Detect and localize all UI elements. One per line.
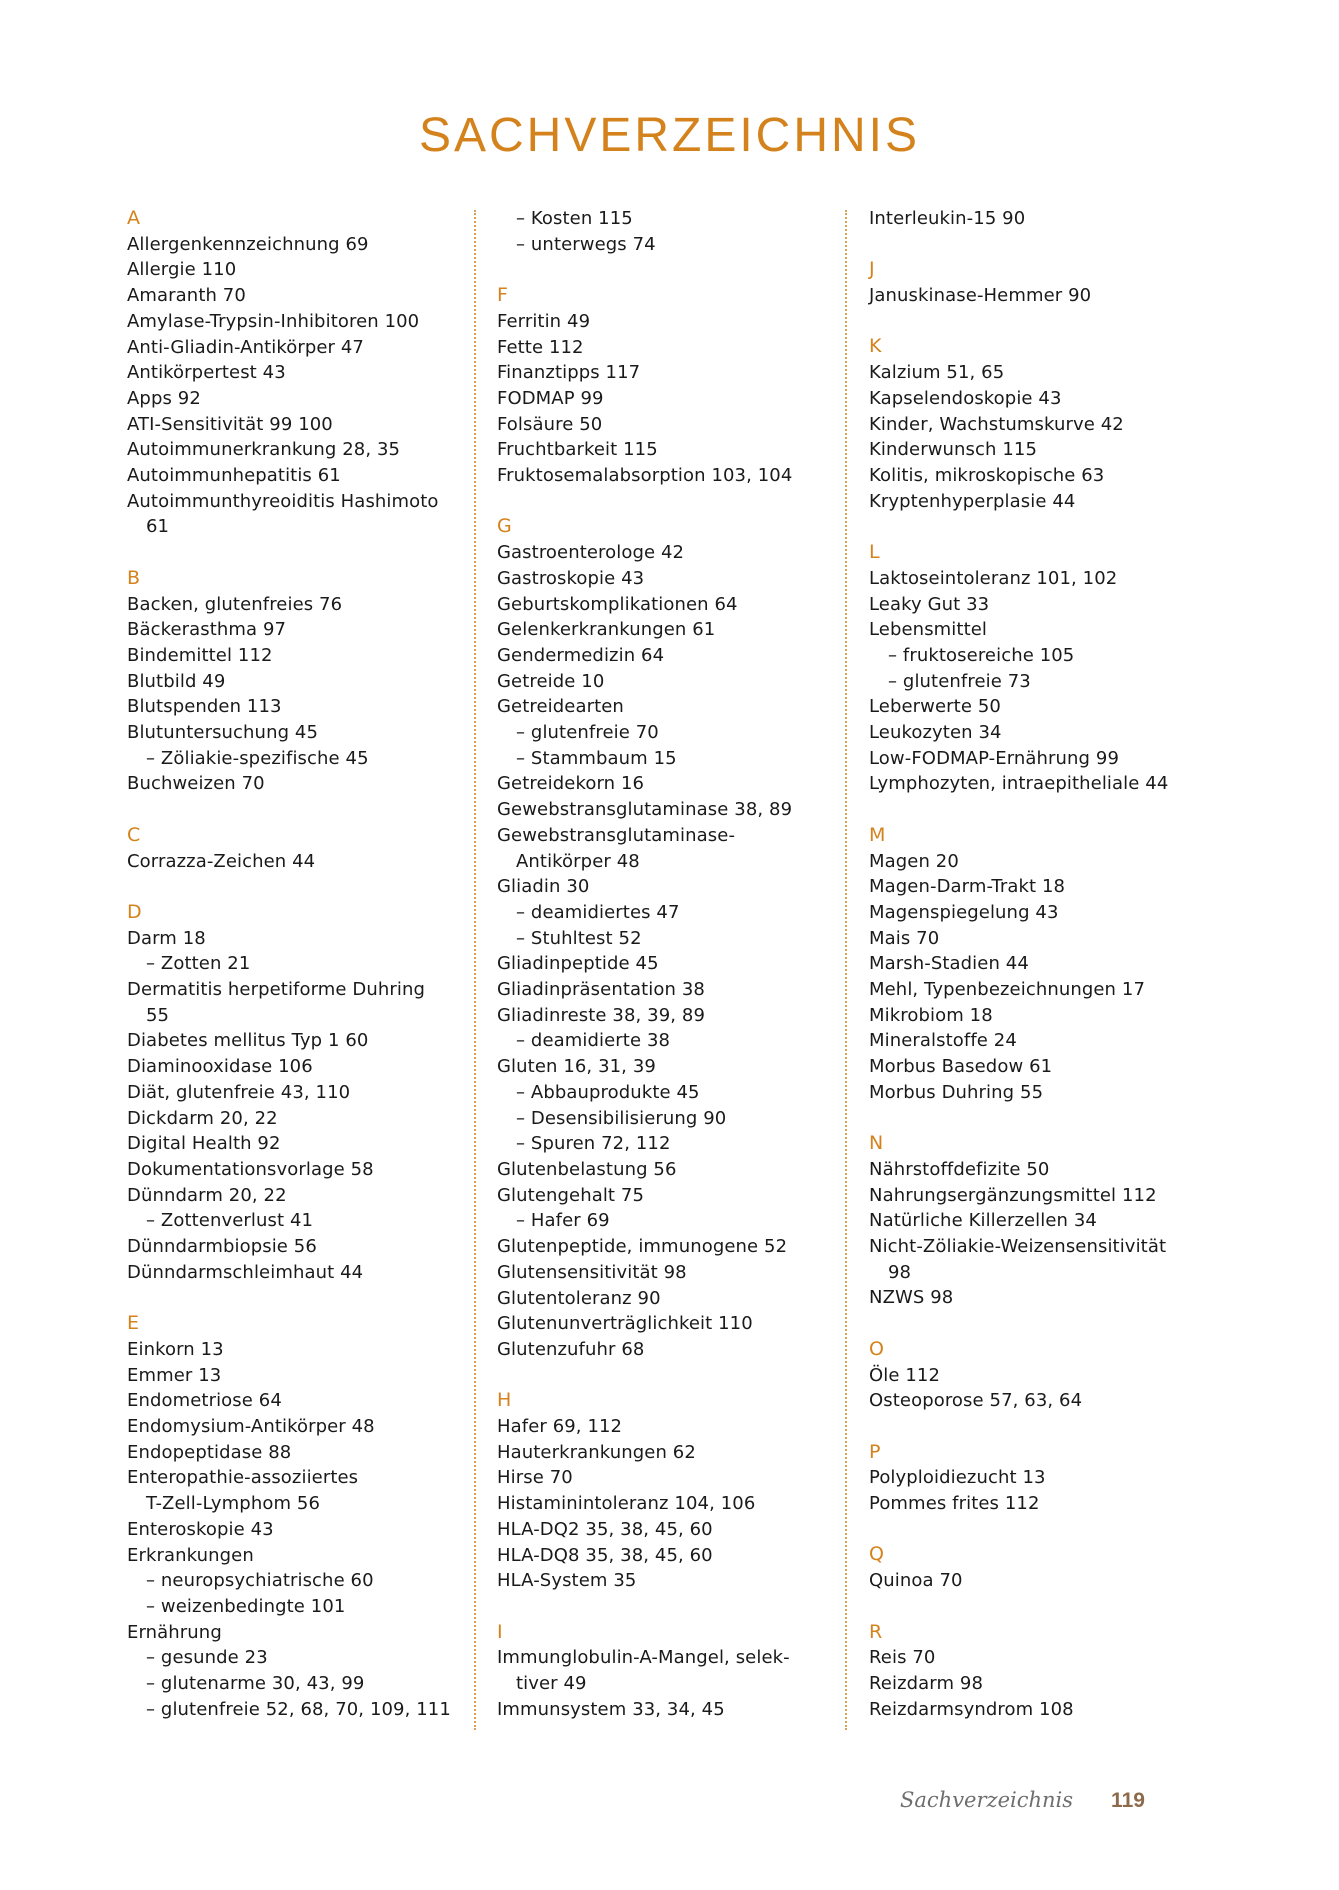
index-subentry: – glutenfreie 73 (888, 670, 1031, 692)
index-subentry: – weizenbedingte 101 (146, 1595, 346, 1617)
index-entry: Dünndarm 20, 22 (127, 1184, 287, 1206)
section-letter: A (127, 207, 140, 229)
section-letter: C (127, 823, 141, 846)
index-entry: Low-FODMAP-Ernährung 99 (869, 747, 1119, 769)
index-subentry: – Zottenverlust 41 (146, 1210, 314, 1232)
index-entry: Fruktosemalabsorption 103, 104 (497, 465, 793, 487)
index-entry: Dickdarm 20, 22 (127, 1107, 278, 1129)
index-entry: Dünndarmschleimhaut 44 (127, 1261, 364, 1283)
page-title: SACHVERZEICHNIS (418, 109, 921, 162)
index-entry: Glutengehalt 75 (497, 1184, 645, 1206)
section-letter: D (127, 900, 142, 923)
index-entry: Dokumentationsvorlage 58 (127, 1158, 374, 1180)
section-letter: M (869, 823, 886, 846)
section-letter: J (869, 258, 875, 281)
index-entry: Reizdarmsyndrom 108 (869, 1698, 1074, 1720)
index-entry: Fette 112 (497, 336, 584, 358)
index-entry: Digital Health 92 (127, 1133, 281, 1155)
index-entry: Kapselendoskopie 43 (869, 387, 1062, 409)
index-entry: Polyploidiezucht 13 (869, 1467, 1046, 1489)
index-entry: Januskinase-Hemmer 90 (869, 285, 1092, 307)
index-entry: Kolitis, mikroskopische 63 (869, 465, 1105, 486)
section-gap (497, 489, 842, 515)
index-subentry: – fruktosereiche 105 (888, 644, 1075, 666)
index-entry: Getreidearten (497, 696, 624, 718)
index-entry: Glutenpeptide, immunogene 52 (497, 1236, 788, 1258)
section-gap (869, 232, 1209, 258)
index-subentry: – Hafer 69 (516, 1210, 610, 1232)
index-entry-continuation: 98 (888, 1261, 912, 1283)
index-entry: Laktoseintoleranz 101, 102 (869, 567, 1118, 589)
section-gap (497, 1594, 842, 1620)
index-entry: Darm 18 (127, 927, 206, 949)
index-entry: Kalzium 51, 65 (869, 362, 1005, 384)
index-entry: Apps 92 (127, 387, 201, 409)
index-entry: Diät, glutenfreie 43, 110 (127, 1081, 351, 1103)
index-entry: Leberwerte 50 (869, 696, 1001, 718)
section-letter: F (497, 284, 508, 307)
index-entry: Endometriose 64 (127, 1390, 282, 1412)
index-entry: Kinder, Wachstumskurve 42 (869, 413, 1124, 435)
index-entry: Buchweizen 70 (127, 773, 265, 795)
index-entry: Enteropathie-assoziiertes (127, 1467, 359, 1489)
index-entry: Blutbild 49 (127, 670, 226, 692)
index-entry: Ernährung (127, 1621, 222, 1643)
section-gap (869, 797, 1209, 823)
index-entry: Diaminooxidase 106 (127, 1056, 313, 1078)
index-entry: Gewebstransglutaminase- (497, 824, 736, 846)
index-entry: Gliadin 30 (497, 876, 590, 898)
index-subentry: – Abbauprodukte 45 (516, 1081, 700, 1103)
index-entry: Gendermedizin 64 (497, 644, 665, 666)
index-entry: Mikrobiom 18 (869, 1004, 993, 1026)
index-entry: Gastroenterologe 42 (497, 542, 685, 564)
index-entry: Emmer 13 (127, 1364, 222, 1386)
index-entry: Einkorn 13 (127, 1338, 224, 1360)
column-divider (845, 210, 847, 1730)
index-entry: Quinoa 70 (869, 1570, 963, 1592)
index-entry: Gastroskopie 43 (497, 567, 645, 589)
index-entry: Erkrankungen (127, 1544, 254, 1566)
index-entry: Blutspenden 113 (127, 696, 282, 718)
index-entry: Folsäure 50 (497, 413, 603, 435)
section-letter: N (869, 1132, 884, 1155)
index-entry: Allergie 110 (127, 259, 237, 281)
index-entry: Leukozyten 34 (869, 722, 1002, 744)
index-entry: Getreidekorn 16 (497, 773, 645, 795)
index-entry: Hauterkrankungen 62 (497, 1441, 696, 1463)
section-gap (869, 1517, 1209, 1543)
index-entry: Anti-Gliadin-Antikörper 47 (127, 336, 364, 358)
index-entry: Magenspiegelung 43 (869, 901, 1059, 923)
index-entry: Corrazza-Zeichen 44 (127, 850, 316, 872)
index-entry: Geburtskomplikationen 64 (497, 593, 738, 615)
index-entry: Getreide 10 (497, 670, 605, 692)
index-entry: Autoimmunerkrankung 28, 35 (127, 439, 401, 461)
section-letter: B (127, 566, 141, 589)
index-entry: Enteroskopie 43 (127, 1518, 274, 1540)
index-entry: Reis 70 (869, 1647, 936, 1669)
index-entry: Autoimmunthyreoiditis Hashimoto (127, 490, 439, 512)
section-letter: H (497, 1389, 512, 1412)
index-entry: Backen, glutenfreies 76 (127, 593, 343, 615)
index-entry: Gelenkerkrankungen 61 (497, 619, 716, 641)
index-entry: NZWS 98 (869, 1287, 954, 1309)
index-entry: Glutensensitivität 98 (497, 1261, 687, 1283)
index-entry-continuation: tiver 49 (516, 1673, 587, 1695)
section-letter: P (869, 1440, 881, 1463)
section-letter: L (869, 541, 880, 564)
index-subentry: – glutenarme 30, 43, 99 (146, 1673, 365, 1695)
index-entry: Allergenkennzeichnung 69 (127, 233, 369, 255)
index-entry: Marsh-Stadien 44 (869, 953, 1029, 975)
index-entry: Diabetes mellitus Typ 1 60 (127, 1030, 369, 1052)
index-entry: Histaminintoleranz 104, 106 (497, 1493, 756, 1515)
section-letter: Q (869, 1543, 884, 1566)
section-letter: G (497, 515, 512, 538)
section-gap (869, 1414, 1209, 1440)
index-entry: Finanztipps 117 (497, 362, 641, 384)
index-entry: Dermatitis herpetiforme Duhring (127, 979, 426, 1001)
index-entry: Interleukin-15 90 (869, 208, 1026, 229)
section-gap (497, 257, 842, 283)
section-letter: I (497, 1620, 503, 1643)
section-letter: K (869, 335, 882, 358)
index-entry: Nahrungsergänzungsmittel 112 (869, 1184, 1157, 1206)
index-entry-continuation: 55 (146, 1004, 170, 1026)
index-column-2 (497, 206, 842, 1722)
index-subentry: – unterwegs 74 (516, 233, 656, 255)
index-entry: Öle 112 (869, 1364, 941, 1386)
index-entry: Nicht-Zöliakie-Weizensensitivität (869, 1236, 1167, 1258)
page-number: 119 (1111, 1789, 1145, 1812)
index-column-3 (869, 206, 1209, 1722)
index-subentry: – Zöliakie-spezifische 45 (146, 747, 369, 769)
index-entry: Morbus Basedow 61 (869, 1056, 1053, 1078)
index-entry: Kinderwunsch 115 (869, 439, 1038, 461)
index-entry: Osteoporose 57, 63, 64 (869, 1390, 1083, 1412)
index-subentry: – Spuren 72, 112 (516, 1133, 671, 1155)
section-letter: O (869, 1337, 884, 1360)
index-subentry: – glutenfreie 70 (516, 722, 659, 744)
index-entry: HLA-DQ8 35, 38, 45, 60 (497, 1544, 713, 1566)
index-entry: Mineralstoffe 24 (869, 1030, 1017, 1052)
index-subentry: – Kosten 115 (516, 208, 633, 229)
index-entry: Amaranth 70 (127, 285, 246, 307)
index-entry: Ferritin 49 (497, 310, 591, 332)
section-letter: E (127, 1312, 140, 1335)
page-footer (900, 1788, 1145, 1813)
index-entry: Morbus Duhring 55 (869, 1081, 1044, 1103)
index-entry: Blutuntersuchung 45 (127, 722, 319, 744)
index-entry: Glutenbelastung 56 (497, 1158, 677, 1180)
index-entry: Glutenunverträglichkeit 110 (497, 1313, 753, 1335)
section-gap (497, 1363, 842, 1389)
index-entry: Immunglobulin-A-Mangel, selek- (497, 1647, 790, 1669)
index-entry: Pommes frites 112 (869, 1493, 1040, 1515)
index-subentry: – deamidiertes 47 (516, 901, 680, 923)
index-entry: Endomysium-Antikörper 48 (127, 1415, 375, 1437)
index-entry: Dünndarmbiopsie 56 (127, 1236, 317, 1258)
index-entry: Lymphozyten, intraepitheliale 44 (869, 773, 1169, 795)
index-entry: Bäckerasthma 97 (127, 619, 287, 641)
index-entry: Leaky Gut 33 (869, 593, 990, 615)
index-entry: Glutentoleranz 90 (497, 1287, 661, 1309)
index-column-1 (127, 206, 472, 1722)
index-entry: Autoimmunhepatitis 61 (127, 465, 341, 487)
section-gap (127, 1285, 472, 1311)
section-gap (869, 309, 1209, 335)
index-entry-continuation: T-Zell-Lymphom 56 (146, 1493, 321, 1515)
index-entry: Gewebstransglutaminase 38, 89 (497, 799, 793, 821)
index-entry: Mais 70 (869, 927, 940, 949)
column-divider (474, 210, 476, 1730)
index-entry: Gliadinpräsentation 38 (497, 979, 705, 1001)
index-entry: Lebensmittel (869, 619, 987, 641)
index-entry: Nährstoffdefizite 50 (869, 1158, 1050, 1180)
index-subentry: – Zotten 21 (146, 953, 251, 975)
section-gap (127, 540, 472, 566)
index-entry: Gluten 16, 31, 39 (497, 1056, 656, 1078)
index-entry: Magen-Darm-Trakt 18 (869, 876, 1066, 898)
index-subentry: – gesunde 23 (146, 1647, 268, 1669)
section-letter: R (869, 1620, 883, 1643)
index-entry: Reizdarm 98 (869, 1672, 984, 1694)
index-entry: Immunsystem 33, 34, 45 (497, 1698, 725, 1720)
index-subentry: – Stuhltest 52 (516, 927, 642, 949)
index-entry: Hirse 70 (497, 1467, 573, 1489)
running-footer-title: Sachverzeichnis (900, 1788, 1074, 1812)
index-entry: HLA-System 35 (497, 1570, 637, 1592)
section-gap (869, 1311, 1209, 1337)
index-subentry: – glutenfreie 52, 68, 70, 109, 111 (146, 1698, 451, 1720)
index-subentry: – deamidierte 38 (516, 1030, 671, 1052)
index-entry: Mehl, Typenbezeichnungen 17 (869, 979, 1145, 1001)
index-entry-continuation: Antikörper 48 (516, 850, 640, 872)
section-gap (127, 797, 472, 823)
index-subentry: – Stammbaum 15 (516, 747, 677, 769)
index-entry: Glutenzufuhr 68 (497, 1338, 645, 1360)
index-entry-continuation: 61 (146, 516, 170, 538)
index-entry: Endopeptidase 88 (127, 1441, 292, 1463)
index-entry: Gliadinreste 38, 39, 89 (497, 1004, 706, 1026)
section-gap (127, 874, 472, 900)
index-entry: FODMAP 99 (497, 387, 604, 409)
index-entry: Antikörpertest 43 (127, 362, 286, 384)
index-entry: Hafer 69, 112 (497, 1416, 623, 1437)
index-entry: Bindemittel 112 (127, 644, 273, 666)
index-entry: Magen 20 (869, 850, 959, 872)
index-subentry: – Desensibilisierung 90 (516, 1107, 727, 1129)
section-gap (869, 1106, 1209, 1132)
index-entry: Fruchtbarkeit 115 (497, 439, 658, 461)
index-entry: Amylase-Trypsin-Inhibitoren 100 (127, 310, 420, 332)
index-subentry: – neuropsychiatrische 60 (146, 1570, 374, 1592)
index-entry: HLA-DQ2 35, 38, 45, 60 (497, 1518, 713, 1540)
index-entry: Kryptenhyperplasie 44 (869, 490, 1076, 512)
index-entry: ATI-Sensitivität 99 100 (127, 413, 333, 435)
section-gap (869, 1594, 1209, 1620)
index-entry: Natürliche Killerzellen 34 (869, 1210, 1097, 1232)
section-gap (869, 514, 1209, 540)
index-entry: Gliadinpeptide 45 (497, 953, 659, 975)
